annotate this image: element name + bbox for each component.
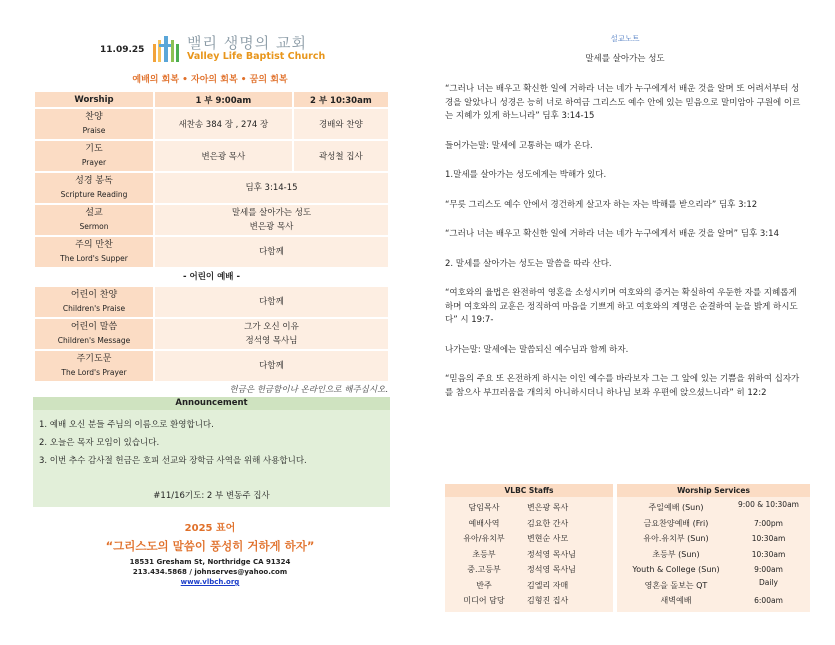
sermon-paragraph: “무릇 그리스도 예수 안에서 경건하게 살고자 하는 자는 박해를 받으리라” 딤후 3:12 [445,199,758,210]
table-row: 유아/유치부 변현순 사모 [463,534,569,543]
prayer-second-service: 곽성철 집사 [293,140,389,172]
table-row [34,350,389,382]
worship-services-box [617,484,810,612]
table-row: 영혼을 돌보는 QT Daily [644,577,778,590]
sermon-paragraph: “믿음의 주요 또 온전하게 하시는 이인 예수를 바라보자 그는 그 앞에 있는 기쁨을 위하여 십자가를 참으사 부끄러움을 개의치 아니하시더니 하나님 보좌 우편에 앉으셨느니라” 히 12:2 [445,374,800,398]
bulletin-right-page [445,30,805,605]
children-praise-value: 다함께 [154,286,389,318]
announcement-box [33,397,390,507]
church-name-korean: 밸리 생명의 교회 [187,34,307,52]
table-row: 새벽예배 6:00am [660,596,783,605]
table-row: 담임목사 변은광 목사 [468,503,569,512]
lords-supper-value: 다함께 [154,236,389,268]
table-row: 금요찬양예배 (Fri) 7:00pm [643,518,783,528]
sermon-label: 설교 Sermon [34,204,154,236]
contact-info [30,557,390,587]
church-name-english: Valley Life Baptist Church [187,51,326,62]
table-row: 반주 김엘리 자매 [476,580,569,590]
staff-title: VLBC Staffs [445,484,613,497]
bulletin-date: 11.09.25 [100,45,145,55]
sermon-paragraph: 2. 말세를 살아가는 성도는 말씀을 따라 산다. [445,258,612,269]
sermon-paragraph: “여호와의 율법은 완전하여 영혼을 소성시키며 여호와의 증거는 확실하여 우둔한 자를 지혜롭게 하며 여호와의 교훈은 정직하여 마음을 기쁘게 하고 여호와의 계명은 순결하여 눈을 밝게 하시도다” 시 19:7- [445,288,798,325]
praise-label: 찬양 Praise [34,108,154,140]
children-message-speaker: 정석영 목사님 [245,336,298,346]
sermon-paragraph: “그러나 너는 배우고 확신한 일에 거하라 너는 네가 누구에게서 배운 것을 알며 또 어려서부터 성경을 알았나니 성경은 능히 너로 하여금 그리스도 예수 안에 있는 믿음으로 말미암아 구원에 이르는 지혜가 있게 하느니라” 딤후 3:14-15 [445,84,801,121]
scripture-label: 성경 봉독 Scripture Reading [34,172,154,204]
kids-worship-title: - 어린이 예배 - [34,268,389,286]
list-item: 3. 이번 추수 감사절 헌금은 호피 선교와 장학금 사역을 위해 사용합니다. [39,456,307,466]
table-row [34,140,389,172]
prayer-schedule: #11/16기도: 2 부 변동주 집사 [153,491,270,501]
sermon-notes-label: 설교노트 [610,34,640,43]
year-theme-title: 2025 표어 [184,523,236,534]
table-row: 중.고등부 정석영 목사님 [467,565,576,574]
staff-box [445,484,613,612]
second-service-header-cell: 2 부 10:30am [293,91,389,108]
scripture-value: 딤후 3:14-15 [154,172,389,204]
sermon-paragraph: 들어가는말: 말세에 고통하는 때가 온다. [445,140,593,151]
table-row: 주일예배 (Sun) 9:00 & 10:30am [648,500,799,512]
table-row: 예배사역 김요한 간사 [468,518,569,528]
lords-supper-label: 주의 만찬 The Lord's Supper [34,236,154,268]
sermon-paragraph: 나가는말: 말세에는 말씀되신 예수님과 함께 하자. [445,344,629,355]
children-message-label: 어린이 말씀 Children's Message [34,318,154,350]
praise-second-service: 경배와 찬양 [293,108,389,140]
lords-prayer-value: 다함께 [154,350,389,382]
children-message-value [154,318,389,350]
table-row [34,108,389,140]
church-website-link[interactable]: www.vlbch.org [180,578,240,586]
table-row [34,236,389,268]
sermon-paragraph: 1.말세를 살아가는 성도에게는 박해가 있다. [445,170,607,180]
offering-note: 헌금은 헌금함이나 온라인으로 해주십시오. [229,385,388,395]
year-theme-verse: “그리스도의 말씀이 풍성히 거하게 하자” [105,539,315,553]
worship-services-title: Worship Services [617,484,810,497]
bulletin-header [30,30,390,66]
list-item: 1. 예배 오신 분들 주님의 이름으로 환영합니다. [39,420,214,430]
children-message-title: 그가 오신 이유 [244,322,299,332]
announcement-title: Announcement [33,397,390,410]
staff-list [445,497,613,612]
table-row: 유아.유치부 (Sun) 10:30am [643,534,786,543]
table-row [34,286,389,318]
cross-flame-logo-icon [150,34,182,64]
church-address: 18531 Gresham St, Northridge CA 91324 [129,558,291,566]
table-row [34,204,389,236]
table-row: 초등부 (Sun) 10:30am [652,549,786,559]
table-row: 초등부 정석영 목사님 [472,549,576,559]
sermon-paragraph: “그러나 너는 배우고 확신한 일에 거하라 너는 네가 누구에게서 배운 것을 알며” 딤후 3:14 [445,229,779,239]
table-row: 미디어 담당 김형진 집사 [463,596,569,605]
worship-order-table [33,90,390,383]
list-item: 2. 오늘은 목자 모임이 있습니다. [39,438,160,448]
church-phone-email: 213.434.5868 / johnserves@yahoo.com [132,568,288,576]
table-row [34,172,389,204]
bulletin-left-page [30,30,390,587]
lords-prayer-label: 주기도문 The Lord's Prayer [34,350,154,382]
sermon-title-cell: 말세를 살아가는 성도 [231,208,312,218]
prayer-label: 기도 Prayer [34,140,154,172]
praise-first-service: 새찬송 384 장 , 274 장 [154,108,293,140]
children-praise-label: 어린이 찬양 Children's Praise [34,286,154,318]
sermon-value [154,204,389,236]
first-service-header-cell: 1 부 9:00am [154,91,293,108]
sermon-preacher-cell: 변은광 목사 [249,222,294,232]
church-motto: 예배의 회복 • 자아의 회복 • 꿈의 회복 [132,75,288,85]
table-row: Youth & College (Sun) 9:00am [632,565,783,574]
prayer-first-service: 변은광 목사 [154,140,293,172]
sermon-notes-title: 말세를 살아가는 성도 [585,54,665,64]
table-row [34,318,389,350]
worship-header-cell: Worship [34,91,154,108]
worship-services-list [617,497,810,612]
